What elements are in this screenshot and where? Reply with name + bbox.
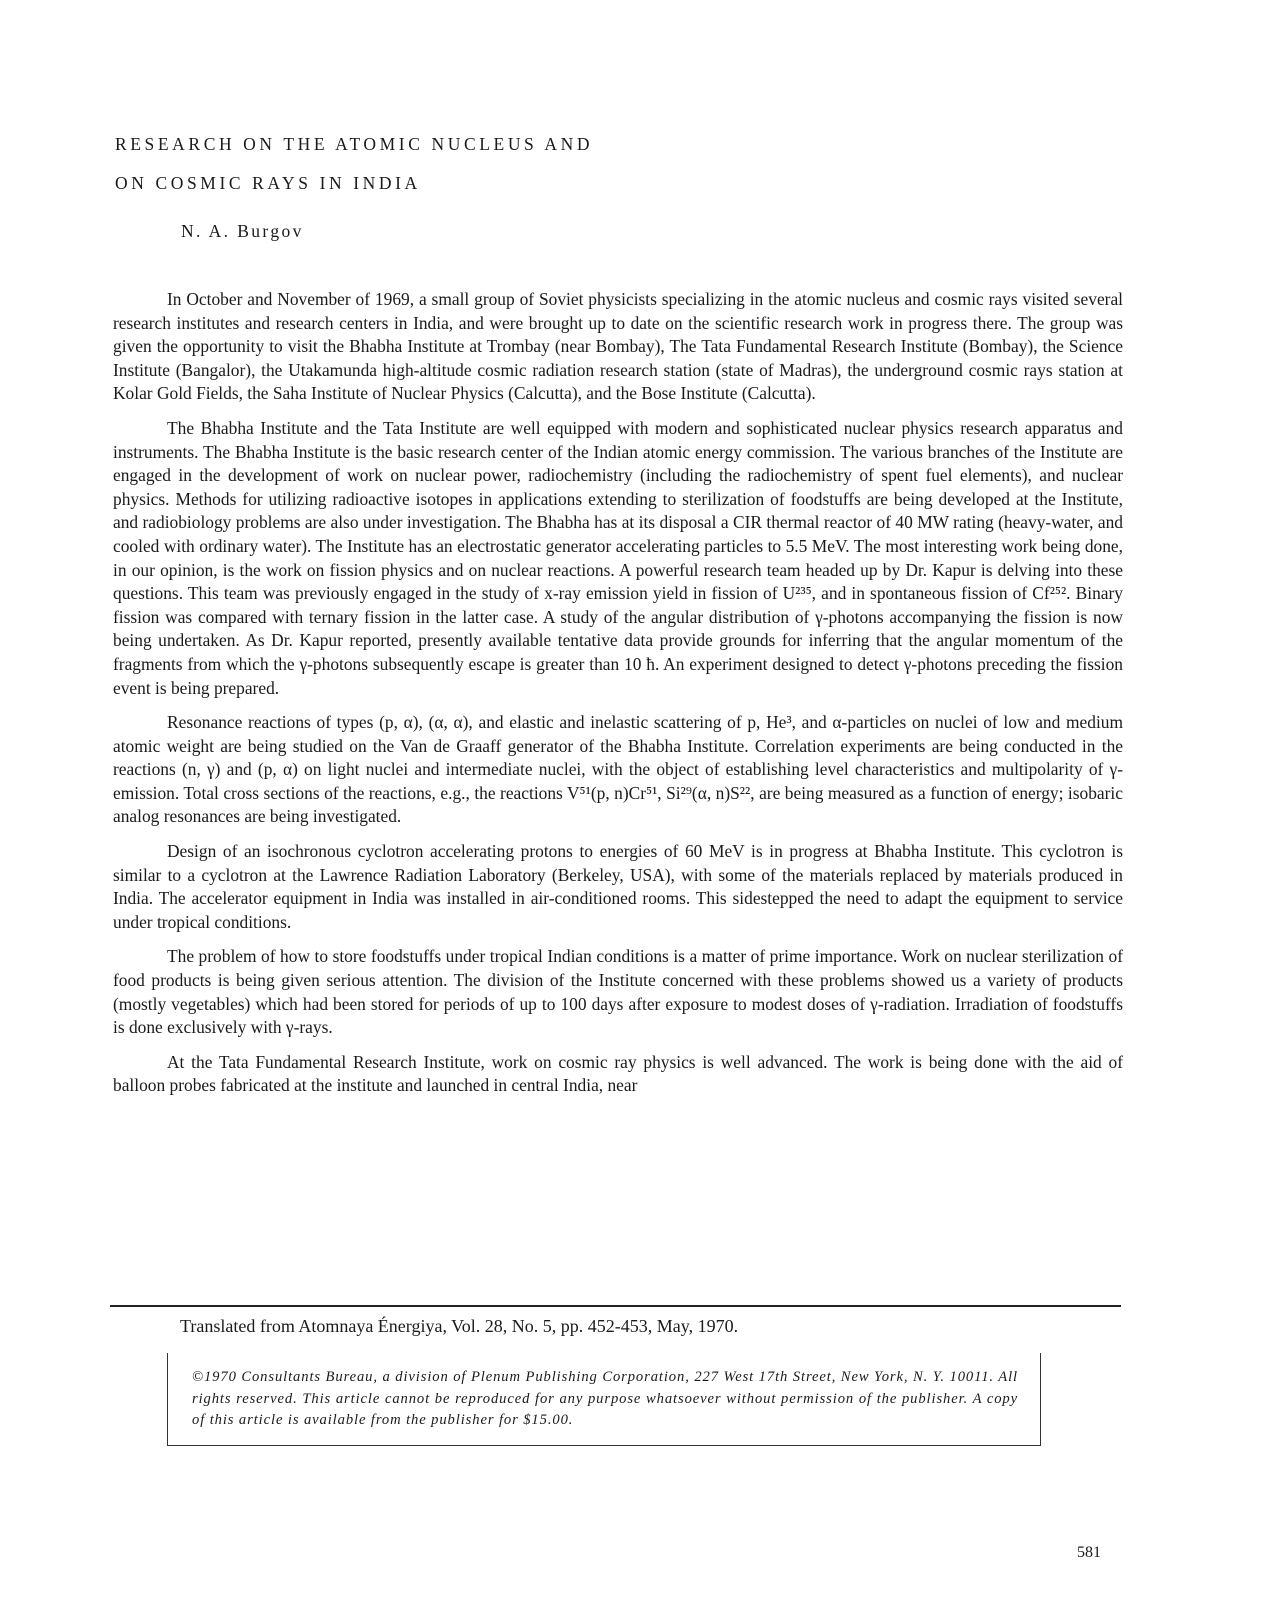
footnote-divider: [110, 1305, 1121, 1307]
body-paragraph-2: The Bhabha Institute and the Tata Institute are well equipped with modern and sophisticated nuclear physics research apparatus and instruments. The Bhabha Institute is the basic research center of the Indian atomic energy commission. The various branches of the Institute are engaged in the development of work on nuclear power, radiochemistry (including the radiochemistry of spent fuel elements), and nuclear physics. Methods for utilizing radioactive isotopes in applications extending to sterilization of foodstuffs are being developed at the Institute, and radiobiology problems are also under investigation. The Bhabha has at its disposal a CIR thermal reactor of 40 MW rating (heavy-water, and cooled with ordinary water). The Institute has an electrostatic generator accelerating particles to 5.5 MeV. The most interesting work being done, in our opinion, is the work on fission physics and on nuclear reactions. A powerful research team headed up by Dr. Kapur is delving into these questions. This team was previously engaged in the study of x-ray emission yield in fission of U²³⁵, and in spontaneous fission of Cf²⁵². Binary fission was compared with ternary fission in the latter case. A study of the angular distribution of γ-photons accompanying the fission is now being undertaken. As Dr. Kapur reported, presently available tentative data provide grounds for inferring that the angular momentum of the fragments from which the γ-photons subsequently escape is greater than 10 ħ. An experiment designed to detect γ-photons preceding the fission event is being prepared.: [113, 417, 1123, 698]
body-paragraph-6: At the Tata Fundamental Research Institute, work on cosmic ray physics is well advanced. The work is being done with the aid of balloon probes fabricated at the institute and launched in central India, near: [113, 1051, 1123, 1096]
body-paragraph-4: Design of an isochronous cyclotron accelerating protons to energies of 60 MeV is in progress at Bhabha Institute. This cyclotron is similar to a cyclotron at the Lawrence Radiation Laboratory (Berkeley, USA), with some of the materials replaced by materials produced in India. The accelerator equipment in India was installed in air-conditioned rooms. This sidestepped the need to adapt the equipment to service under tropical conditions.: [113, 841, 1123, 932]
author-name: N. A. Burgov: [181, 221, 304, 241]
copyright-box: [167, 1353, 1041, 1446]
body-paragraph-1: In October and November of 1969, a small group of Soviet physicists specializing in the atomic nucleus and cosmic rays visited several research institutes and research centers in India, and were brought up to date on the scientific research work in progress there. The group was given the opportunity to visit the Bhabha Institute at Trombay (near Bombay), The Tata Fundamental Research Institute (Bombay), the Science Institute (Bangalor), the Utakamunda high-altitude cosmic radiation research station (state of Madras), the underground cosmic rays station at Kolar Gold Fields, the Saha Institute of Nuclear Physics (Calcutta), and the Bose Institute (Calcutta).: [113, 289, 1123, 404]
copyright-notice: ©1970 Consultants Bureau, a division of Plenum Publishing Corporation, 227 West 17th Street, New York, N. Y. 10011. All rights reserved. This article cannot be reproduced for any purpose whatsoever without permission of the publisher. A copy of this article is available from the publisher for $15.00.: [192, 1369, 1018, 1428]
article-title-line-2: ON COSMIC RAYS IN INDIA: [115, 173, 421, 193]
article-title-line-1: RESEARCH ON THE ATOMIC NUCLEUS AND: [115, 134, 594, 154]
body-paragraph-3: Resonance reactions of types (p, α), (α, α), and elastic and inelastic scattering of p, He³, and α-particles on nuclei of low and medium atomic weight are being studied on the Van de Graaff generator of the Bhabha Institute. Correlation experiments are being conducted in the reactions (n, γ) and (p, α) on light nuclei and intermediate nuclei, with the object of establishing level characteristics and multipolarity of γ-emission. Total cross sections of the reactions, e.g., the reactions V⁵¹(p, n)Cr⁵¹, Si²⁹(α, n)S²², are being measured as a function of energy; isobaric analog resonances are being investigated.: [113, 712, 1123, 827]
page-number: 581: [1077, 1544, 1101, 1561]
translation-source-note: Translated from Atomnaya Énergiya, Vol. 28, No. 5, pp. 452-453, May, 1970.: [180, 1316, 739, 1336]
body-paragraph-5: The problem of how to store foodstuffs under tropical Indian conditions is a matter of prime importance. Work on nuclear sterilization of food products is being given serious attention. The division of the Institute concerned with these problems showed us a variety of products (mostly vegetables) which had been stored for periods of up to 100 days after exposure to modest doses of γ-radiation. Irradiation of foodstuffs is done exclusively with γ-rays.: [113, 946, 1123, 1038]
article-body: [113, 288, 1123, 1109]
